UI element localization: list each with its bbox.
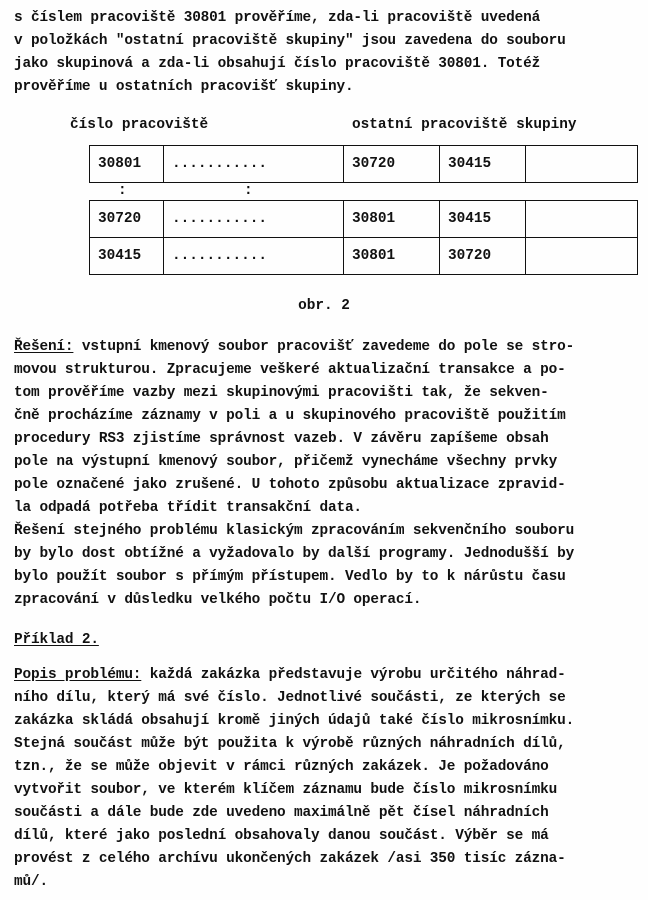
example-first-line (14, 665, 566, 685)
table-cell: 30801 (344, 238, 440, 275)
example-title: Příklad 2. (14, 632, 99, 648)
solution-line: by bylo dost obtížné a vyžadovalo by další programy. Jednodušší by (14, 546, 575, 562)
example-line: dílů, které jako poslední obsahovaly danou součást. Výběr se má (14, 828, 549, 844)
table-cell: 30415 (90, 238, 164, 275)
table-cell: ........... (164, 201, 344, 238)
table-cell: 30720 (440, 238, 526, 275)
solution-line: Řešení stejného problému klasickým zpracováním sekvenčního souboru (14, 523, 575, 539)
solution-line: la odpadá potřeba třídit transakční data. (14, 500, 362, 516)
table-row (90, 146, 638, 183)
table-cell (526, 238, 638, 275)
solution-line: procedury RS3 zjistíme správnost vazeb. V závěru zapíšeme obsah (14, 431, 549, 447)
table-cell: 30720 (344, 146, 440, 183)
record-table-bottom (89, 200, 638, 275)
solution-first-line (14, 337, 574, 357)
solution-line: čně procházíme záznamy v poli a u skupinového pracoviště použitím (14, 408, 566, 424)
table-cell (526, 201, 638, 238)
example-line: mů/. (14, 874, 48, 890)
example-first-text: každá zakázka představuje výrobu určitého náhrad- (141, 667, 566, 683)
solution-line: bylo použít soubor s přímým přístupem. Vedlo by to k nárůstu času (14, 569, 566, 585)
example-line: vytvořit soubor, ve kterém klíčem záznamu bude číslo mikrosnímku (14, 782, 558, 798)
figure-header-right: ostatní pracoviště skupiny (352, 117, 577, 133)
table-cell: ........... (164, 238, 344, 275)
table-row (90, 238, 638, 275)
figure-header-left: číslo pracoviště (70, 117, 209, 133)
table-cell: 30415 (440, 146, 526, 183)
example-line: součásti a dále bude zde uvedeno maximálně pět čísel náhradních (14, 805, 549, 821)
table-row (90, 201, 638, 238)
solution-line: pole na výstupní kmenový soubor, přičemž vynecháme všechny prvky (14, 454, 558, 470)
solution-line: zpracování v důsledku velkého počtu I/O operací. (14, 592, 422, 608)
solution-line: pole označené jako zrušené. U tohoto způsobu aktualizace zpravid- (14, 477, 566, 493)
table-cell: 30801 (90, 146, 164, 183)
table-cell (526, 146, 638, 183)
solution-first-text: vstupní kmenový soubor pracovišť zavedeme do pole se stro- (73, 339, 575, 355)
record-table-top (89, 145, 638, 183)
ellipsis-mark: : (244, 183, 253, 199)
intro-line: s číslem pracoviště 30801 prověříme, zda-li pracoviště uvedená (14, 10, 541, 26)
table-cell: ........... (164, 146, 344, 183)
table-cell: 30720 (90, 201, 164, 238)
figure-caption: obr. 2 (298, 298, 350, 314)
example-line: Stejná součást může být použita k výrobě různých náhradních dílů, (14, 736, 566, 752)
table-cell: 30415 (440, 201, 526, 238)
intro-line: prověříme u ostatních pracovišť skupiny. (14, 79, 354, 95)
problem-label: Popis problému: (14, 667, 142, 683)
intro-line: jako skupinová a zda-li obsahují číslo pracoviště 30801. Totéž (14, 56, 541, 72)
table-cell: 30801 (344, 201, 440, 238)
example-line: ního dílu, který má své číslo. Jednotlivé součásti, ze kterých se (14, 690, 566, 706)
ellipsis-mark: : (118, 183, 127, 199)
intro-line: v položkách "ostatní pracoviště skupiny" jsou zavedena do souboru (14, 33, 566, 49)
example-line: tzn., že se může objevit v rámci různých zakázek. Je požadováno (14, 759, 549, 775)
solution-line: movou strukturou. Zpracujeme veškeré aktualizační transakce a po- (14, 362, 566, 378)
example-line: provést z celého archívu ukončených zakázek /asi 350 tisíc zázna- (14, 851, 566, 867)
example-line: zakázka skládá obsahují kromě jiných údajů také číslo mikrosnímku. (14, 713, 575, 729)
solution-label: Řešení: (14, 339, 74, 355)
solution-line: tom prověříme vazby mezi skupinovými pracovišti tak, že sekven- (14, 385, 549, 401)
